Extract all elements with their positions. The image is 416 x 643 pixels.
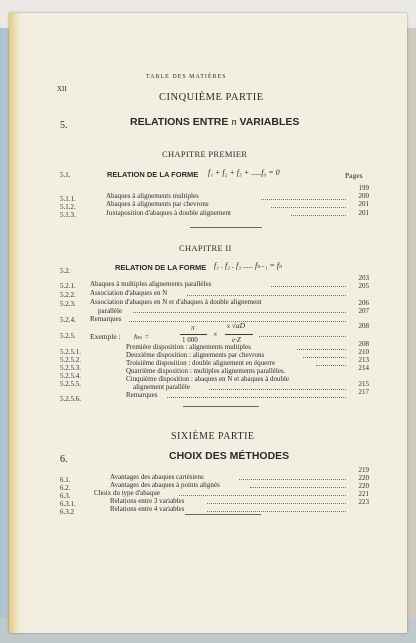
section-divider — [183, 406, 259, 407]
entry-text: Remarques — [90, 315, 122, 323]
book-page — [9, 13, 407, 633]
leader-dots — [316, 365, 346, 366]
part6-heading: CHOIX DES MÉTHODES — [169, 450, 290, 462]
chapter1-number: 5.1. — [60, 171, 71, 179]
section-divider — [190, 227, 262, 228]
part5-title: CINQUIÈME PARTIE — [159, 92, 264, 103]
entry-number: 5.1.1. — [60, 195, 76, 203]
leader-dots — [250, 487, 346, 488]
leader-dots — [207, 503, 346, 504]
leader-dots — [207, 511, 346, 512]
chapter1-label: CHAPITRE PREMIER — [162, 149, 248, 159]
entry-page: 214 — [358, 364, 369, 372]
entry-page: 203 — [358, 274, 369, 282]
entry-text: Cinquième disposition : abaques en N et abaques à double — [126, 375, 290, 383]
entry-number: 5.2.2. — [60, 291, 76, 299]
entry-text: Abaques à alignements multiples — [106, 192, 199, 200]
entry-text: Association d'abaques en N — [90, 289, 168, 297]
entry-page: 205 — [358, 282, 369, 290]
entry-number: 5.2.5.4. — [60, 372, 81, 380]
entry-page: 217 — [358, 388, 369, 396]
leader-dots — [271, 286, 346, 287]
example-label: Exemple : — [90, 332, 121, 341]
entry-text: Quatrième disposition : multiples alignements parallèles. — [126, 367, 286, 375]
entry-page: 201 — [358, 209, 369, 217]
part5-number: 5. — [60, 120, 68, 131]
leader-dots — [209, 389, 346, 390]
entry-page: 201 — [358, 200, 369, 208]
chapter2-label: CHAPITRE II — [179, 243, 232, 253]
leader-dots — [259, 336, 346, 337]
pages-label: Pages — [345, 171, 363, 180]
entry-number: 5.2.5.3. — [60, 364, 81, 372]
entry-number: 6.2. — [60, 484, 71, 492]
entry-page: 208 — [358, 322, 369, 330]
entry-page: 210 — [358, 348, 369, 356]
entry-text: Avantages des abaques à points alignés — [110, 481, 220, 489]
entry-text: Abaques à alignements par chevrons — [106, 200, 209, 208]
leader-dots — [133, 312, 346, 313]
chapter2-number: 5.2. — [60, 267, 71, 275]
entry-text: Association d'abaques en N et d'abaques à double alignement — [90, 298, 262, 306]
entry-text: Deuxième disposition : alignements par chevrons — [126, 351, 265, 359]
entry-number: 5.2.3. — [60, 300, 76, 308]
entry-number: 5.2.4. — [60, 316, 76, 324]
example-times: × — [213, 330, 218, 339]
entry-page: 206 — [358, 299, 369, 307]
entry-page: 208 — [358, 340, 369, 348]
running-head: TABLE DES MATIÈRES — [146, 74, 227, 80]
part6-number: 6. — [60, 454, 68, 465]
leader-dots — [239, 479, 346, 480]
entry-text: Troisième disposition : double alignement en équerre — [126, 359, 276, 367]
part5-heading-end: VARIABLES — [239, 116, 300, 128]
entry-text: alignement parallèle — [133, 383, 190, 391]
entry-text: parallèle — [98, 307, 123, 315]
fraction-bar — [180, 334, 207, 335]
entry-text: Relations entre 4 variables — [110, 505, 185, 513]
leader-dots — [297, 349, 346, 350]
section-divider — [185, 514, 261, 515]
leader-dots — [167, 397, 346, 398]
entry-number: 5.2.5.2. — [60, 356, 81, 364]
leader-dots — [187, 295, 346, 296]
entry-number: 5.2.5.6. — [60, 395, 81, 403]
entry-number: 6.3. — [60, 492, 71, 500]
leader-dots — [179, 495, 346, 496]
chapter1-title: RELATION DE LA FORME — [107, 170, 199, 179]
example-fraction2-denominator: e·Z — [232, 336, 241, 344]
entry-page: 223 — [358, 498, 369, 506]
entry-page: 219 — [358, 466, 369, 474]
leader-dots — [303, 357, 346, 358]
part5-heading-var: n — [231, 117, 237, 128]
entry-page: 220 — [358, 474, 369, 482]
part5-heading-text: RELATIONS ENTRE — [130, 116, 229, 128]
chapter2-formula: f₁ . f₂ . f₃ ..... fₙ₋₁ = fₙ — [214, 261, 283, 270]
page-number-label: XII — [57, 85, 67, 93]
entry-number: 5.2.1. — [60, 282, 76, 290]
leader-dots — [261, 199, 346, 200]
example-fraction1-denominator: 1 000 — [182, 336, 198, 344]
entry-text: Relations entre 3 variables — [110, 497, 185, 505]
entry-number: 5.1.2. — [60, 203, 76, 211]
entry-number: 5.2.5. — [60, 332, 76, 340]
entry-page: 207 — [358, 307, 369, 315]
entry-page: 215 — [358, 380, 369, 388]
entry-page: 221 — [358, 490, 369, 498]
entry-number: 6.3.1. — [60, 500, 76, 508]
entry-text: Remarques — [126, 391, 158, 399]
entry-text: Avantages des abaques cartésiens — [110, 473, 204, 481]
entry-number: 6.3.2 — [60, 508, 74, 516]
example-lhs: hₘ = — [134, 332, 150, 341]
chapter1-formula: f₁ + f₂ + f₃ + .....f₉ = 0 — [208, 168, 280, 177]
entry-page: 213 — [358, 356, 369, 364]
entry-text: Abaques à multiples alignements parallèles — [90, 280, 212, 288]
entry-number: 5.2.5.1. — [60, 348, 81, 356]
entry-page: 200 — [358, 192, 369, 200]
part5-heading — [130, 117, 299, 129]
part6-title: SIXIÈME PARTIE — [171, 431, 255, 442]
entry-number: 6.1. — [60, 476, 71, 484]
leader-dots — [271, 207, 346, 208]
entry-text: Choix du type d'abaque — [94, 489, 160, 497]
entry-number: 5.2.5.5. — [60, 380, 81, 388]
fraction-bar — [225, 334, 253, 335]
entry-number: 5.1.3. — [60, 211, 76, 219]
example-fraction1-numerator: π — [191, 324, 195, 332]
chapter1-first-page: 199 — [358, 184, 369, 192]
example-fraction2-numerator: s √aD — [227, 321, 246, 330]
chapter2-title: RELATION DE LA FORME — [115, 263, 207, 272]
entry-text: Première disposition : alignements multiples — [126, 343, 251, 351]
entry-page: 220 — [358, 482, 369, 490]
entry-text: Juxtaposition d'abaques à double alignement — [106, 209, 231, 217]
leader-dots — [291, 215, 346, 216]
